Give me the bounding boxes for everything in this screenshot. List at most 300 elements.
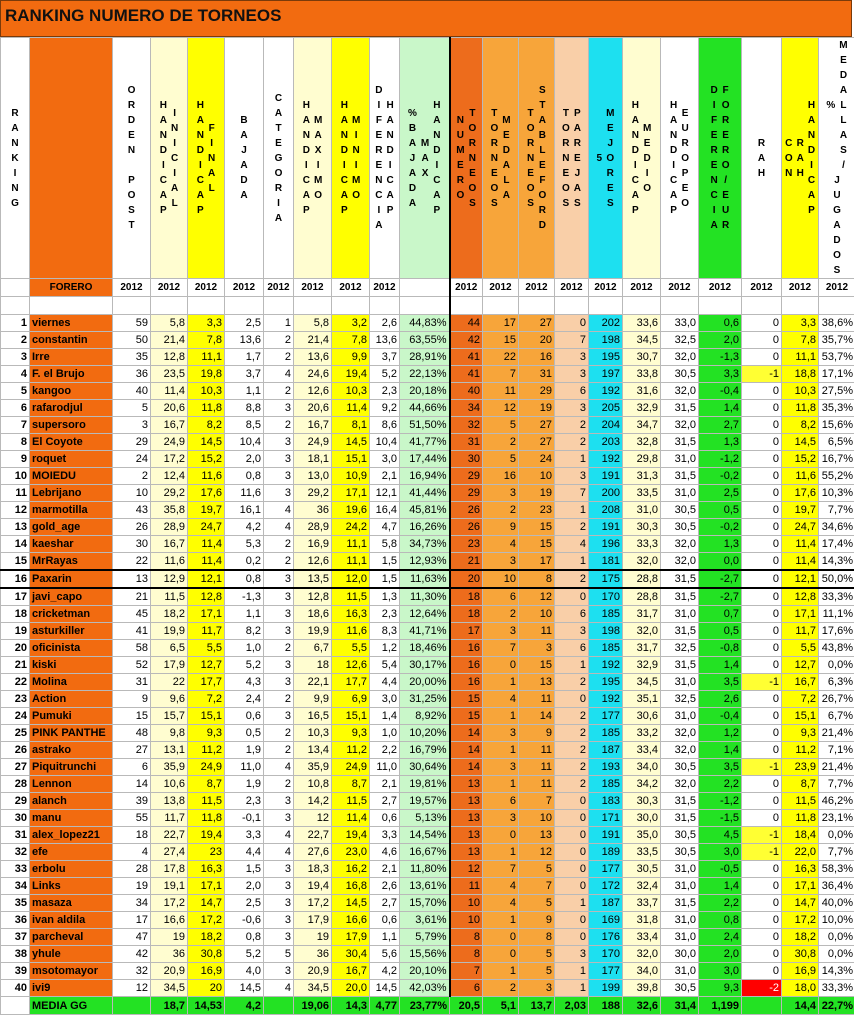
forero-name: Molina <box>30 674 113 691</box>
value-cell: 17,9 <box>151 657 188 674</box>
value-cell: 1,4 <box>699 742 742 759</box>
table-row <box>1 400 854 417</box>
value-cell: 0,6 <box>370 810 400 827</box>
blank-cell <box>30 297 113 315</box>
value-cell: 21,4% <box>819 759 854 776</box>
value-cell: 13 <box>519 827 555 844</box>
value-cell: 13 <box>113 570 151 588</box>
header-bajada <box>225 38 264 279</box>
value-cell: 2,5 <box>225 315 264 332</box>
blank-cell <box>151 297 188 315</box>
value-cell: 181 <box>589 553 623 571</box>
value-cell: 11,0 <box>370 759 400 776</box>
value-cell: 15,1 <box>782 708 819 725</box>
value-cell: 0 <box>742 793 782 810</box>
value-cell: 0 <box>742 742 782 759</box>
value-cell: 17,2 <box>294 895 332 912</box>
value-cell: 1,2 <box>370 640 400 657</box>
blank-cell <box>589 297 623 315</box>
value-cell: 19,4 <box>332 366 370 383</box>
value-cell: 18,8 <box>782 366 819 383</box>
value-cell: 0,0 <box>699 553 742 571</box>
header-text: M A X <box>421 136 429 181</box>
header-text: R A H <box>797 136 804 181</box>
value-cell: -1 <box>742 827 782 844</box>
value-cell: 198 <box>589 332 623 349</box>
value-cell: 30,5 <box>661 844 699 861</box>
value-cell: 23,5 <box>151 366 188 383</box>
value-cell: 28,8 <box>623 570 661 588</box>
value-cell: 0 <box>742 519 782 536</box>
value-cell: 2 <box>483 980 519 997</box>
value-cell: 17,9 <box>332 929 370 946</box>
value-cell: 197 <box>589 366 623 383</box>
year-cell: 2012 <box>589 279 623 297</box>
value-cell: 0,5 <box>225 725 264 742</box>
value-cell: 18,1 <box>294 451 332 468</box>
rank-cell: 18 <box>1 606 30 623</box>
table-row <box>1 895 854 912</box>
blank-cell <box>400 297 450 315</box>
value-cell: 0 <box>742 349 782 366</box>
value-cell: 14,3% <box>819 963 854 980</box>
value-cell: 5 <box>519 946 555 963</box>
value-cell: 11 <box>519 691 555 708</box>
value-cell: 2,4 <box>225 691 264 708</box>
value-cell: 19,57% <box>400 793 450 810</box>
value-cell: 1,4 <box>699 657 742 674</box>
value-cell: 9,9 <box>332 349 370 366</box>
value-cell: 18,46% <box>400 640 450 657</box>
value-cell: 10,0% <box>819 912 854 929</box>
value-cell: 16,3 <box>782 861 819 878</box>
value-cell: 32,0 <box>661 553 699 571</box>
value-cell: 0 <box>742 553 782 571</box>
footer-cell: 14,53 <box>188 997 225 1015</box>
value-cell: 0 <box>742 878 782 895</box>
value-cell: 35,0 <box>623 827 661 844</box>
value-cell: 6 <box>483 588 519 606</box>
value-cell: 14,54% <box>400 827 450 844</box>
value-cell: 11,0 <box>225 759 264 776</box>
value-cell: 11,6 <box>188 468 225 485</box>
blank-cell <box>623 297 661 315</box>
value-cell: 4,2 <box>370 963 400 980</box>
value-cell: 3 <box>483 485 519 502</box>
forero-name: manu <box>30 810 113 827</box>
value-cell: 1,3 <box>699 536 742 553</box>
value-cell: 13,1 <box>151 742 188 759</box>
value-cell: 7,8 <box>782 332 819 349</box>
value-cell: -1 <box>742 366 782 383</box>
value-cell: 34 <box>450 400 483 417</box>
value-cell: 4,5 <box>699 827 742 844</box>
value-cell: 0,0% <box>819 657 854 674</box>
year-cell: 2012 <box>225 279 264 297</box>
value-cell: 11,1 <box>188 349 225 366</box>
value-cell: 187 <box>589 742 623 759</box>
value-cell: 0 <box>742 400 782 417</box>
value-cell: 21,4 <box>294 332 332 349</box>
value-cell: 3,2 <box>332 315 370 332</box>
value-cell: 5,13% <box>400 810 450 827</box>
value-cell: 1,7 <box>225 349 264 366</box>
rank-cell: 22 <box>1 674 30 691</box>
year-cell: 2012 <box>623 279 661 297</box>
value-cell: 31 <box>450 434 483 451</box>
header-tm <box>483 38 519 279</box>
value-cell: 4 <box>264 759 294 776</box>
value-cell: 31,5 <box>661 570 699 588</box>
value-cell: 14,7 <box>782 895 819 912</box>
value-cell: 8,7 <box>332 776 370 793</box>
value-cell: 35,1 <box>623 691 661 708</box>
forero-name: ivi9 <box>30 980 113 997</box>
value-cell: 31,0 <box>661 912 699 929</box>
footer-cell: 31,4 <box>661 997 699 1015</box>
value-cell: 10,3 <box>782 383 819 400</box>
value-cell: 203 <box>589 434 623 451</box>
value-cell: 17 <box>450 623 483 640</box>
value-cell: 27 <box>519 434 555 451</box>
value-cell: 5,5 <box>332 640 370 657</box>
value-cell: 8,7 <box>782 776 819 793</box>
value-cell: 12 <box>483 400 519 417</box>
value-cell: 3 <box>264 810 294 827</box>
forero-name: efe <box>30 844 113 861</box>
table-row <box>1 691 854 708</box>
value-cell: 191 <box>589 468 623 485</box>
value-cell: 1,5 <box>370 570 400 588</box>
table-row <box>1 674 854 691</box>
value-cell: 17,1 <box>332 485 370 502</box>
value-cell: 16,7 <box>782 674 819 691</box>
value-cell: 2 <box>483 502 519 519</box>
table-row <box>1 742 854 759</box>
value-cell: 35 <box>113 349 151 366</box>
title-bar <box>0 0 852 37</box>
value-cell: 15,2 <box>782 451 819 468</box>
value-cell: 8 <box>450 929 483 946</box>
value-cell: 13,61% <box>400 878 450 895</box>
value-cell: 3,5 <box>699 759 742 776</box>
value-cell: 3 <box>264 708 294 725</box>
value-cell: 11,4 <box>151 383 188 400</box>
value-cell: 0 <box>483 657 519 674</box>
value-cell: 30,0 <box>661 946 699 963</box>
value-cell: 27,5% <box>819 383 854 400</box>
value-cell: 7 <box>483 861 519 878</box>
table-row <box>1 929 854 946</box>
value-cell: 1 <box>483 844 519 861</box>
value-cell: 26 <box>113 519 151 536</box>
value-cell: 11,4 <box>332 400 370 417</box>
value-cell: 24 <box>113 451 151 468</box>
value-cell: 17,1 <box>782 878 819 895</box>
value-cell: 6,5% <box>819 434 854 451</box>
value-cell: 17,4% <box>819 536 854 553</box>
value-cell: 12,8 <box>188 588 225 606</box>
value-cell: 31,5 <box>661 810 699 827</box>
value-cell: 12,64% <box>400 606 450 623</box>
year-cell: 2012 <box>151 279 188 297</box>
value-cell: 11 <box>519 623 555 640</box>
value-cell: 2,2 <box>699 776 742 793</box>
header-text: % <box>826 98 835 113</box>
value-cell: 3 <box>555 400 589 417</box>
value-cell: 41 <box>113 623 151 640</box>
footer-cell <box>113 997 151 1015</box>
value-cell: 7 <box>450 963 483 980</box>
value-cell: 2 <box>264 349 294 366</box>
value-cell: 1,9 <box>225 776 264 793</box>
value-cell: 2 <box>555 674 589 691</box>
value-cell: 4,0 <box>225 963 264 980</box>
value-cell: 32,0 <box>661 349 699 366</box>
value-cell: 19 <box>294 929 332 946</box>
value-cell: 0 <box>742 536 782 553</box>
header-nt <box>450 38 483 279</box>
value-cell: 33,8 <box>623 366 661 383</box>
header-text: R A N K I N G <box>11 106 19 211</box>
value-cell: 20,18% <box>400 383 450 400</box>
header-rah <box>742 38 782 279</box>
value-cell: 12,4 <box>151 468 188 485</box>
year-cell: 2012 <box>450 279 483 297</box>
value-cell: 1,3 <box>370 588 400 606</box>
year-cell: 2012 <box>819 279 854 297</box>
value-cell: 29,8 <box>623 451 661 468</box>
value-cell: 6 <box>113 759 151 776</box>
value-cell: 40,0% <box>819 895 854 912</box>
table-row <box>1 623 854 640</box>
value-cell: 3 <box>264 400 294 417</box>
value-cell: 0 <box>555 588 589 606</box>
value-cell: -0,5 <box>699 861 742 878</box>
rank-cell: 19 <box>1 623 30 640</box>
value-cell: 18,2 <box>782 929 819 946</box>
value-cell: 32,5 <box>661 332 699 349</box>
forero-name: oficinista <box>30 640 113 657</box>
blank-cell <box>483 297 519 315</box>
value-cell: 15,56% <box>400 946 450 963</box>
value-cell: 8,3 <box>370 623 400 640</box>
value-cell: 9 <box>519 912 555 929</box>
value-cell: 16,1 <box>225 502 264 519</box>
value-cell: 16,8 <box>332 878 370 895</box>
value-cell: 46,2% <box>819 793 854 810</box>
value-cell: 16,2 <box>332 861 370 878</box>
value-cell: 11,6 <box>332 623 370 640</box>
table-row <box>1 725 854 742</box>
rank-cell: 29 <box>1 793 30 810</box>
value-cell: 4,3 <box>225 674 264 691</box>
value-cell: 22,0 <box>782 844 819 861</box>
year-cell: 2012 <box>519 279 555 297</box>
value-cell: 13 <box>450 793 483 810</box>
value-cell: 2,1 <box>370 861 400 878</box>
value-cell: 8,5 <box>225 417 264 434</box>
value-cell: 23 <box>450 536 483 553</box>
table-row <box>1 588 854 606</box>
value-cell: 7,8 <box>188 332 225 349</box>
value-cell: 0 <box>742 332 782 349</box>
value-cell: 23,0 <box>332 844 370 861</box>
table-row <box>1 827 854 844</box>
value-cell: 14 <box>450 759 483 776</box>
value-cell: 31,0 <box>661 451 699 468</box>
value-cell: 0 <box>742 861 782 878</box>
value-cell: -1,2 <box>699 793 742 810</box>
value-cell: 15,7 <box>151 708 188 725</box>
footer-cell <box>1 997 30 1015</box>
value-cell: 31,3 <box>623 468 661 485</box>
value-cell: 33,0 <box>661 315 699 332</box>
value-cell: 33,5 <box>623 485 661 502</box>
value-cell: 0 <box>483 827 519 844</box>
value-cell: 0 <box>742 623 782 640</box>
value-cell: 55 <box>113 810 151 827</box>
value-cell: 2,6 <box>699 691 742 708</box>
value-cell: 3,3 <box>225 827 264 844</box>
value-cell: 32,9 <box>623 400 661 417</box>
value-cell: 18 <box>450 606 483 623</box>
value-cell: 170 <box>589 946 623 963</box>
value-cell: 30,5 <box>661 759 699 776</box>
value-cell: 17,6% <box>819 623 854 640</box>
value-cell: 13 <box>450 844 483 861</box>
value-cell: 3 <box>264 623 294 640</box>
value-cell: -1 <box>742 674 782 691</box>
value-cell: -2,7 <box>699 570 742 588</box>
value-cell: 33,3% <box>819 588 854 606</box>
value-cell: 22 <box>483 349 519 366</box>
value-cell: -2,7 <box>699 588 742 606</box>
rank-cell: 16 <box>1 570 30 588</box>
value-cell: 35,8 <box>151 502 188 519</box>
value-cell: 31,0 <box>623 502 661 519</box>
value-cell: 204 <box>589 417 623 434</box>
value-cell: 31,5 <box>661 588 699 606</box>
value-cell: 34,2 <box>623 776 661 793</box>
value-cell: 3 <box>555 468 589 485</box>
value-cell: 192 <box>589 657 623 674</box>
value-cell: 16,9 <box>782 963 819 980</box>
value-cell: 10,8 <box>294 776 332 793</box>
value-cell: 31,0 <box>661 485 699 502</box>
value-cell: 1,4 <box>370 708 400 725</box>
value-cell: 5 <box>264 946 294 963</box>
forero-name: Links <box>30 878 113 895</box>
value-cell: 30,4 <box>332 946 370 963</box>
footer-cell: 13,7 <box>519 997 555 1015</box>
value-cell: 3 <box>264 793 294 810</box>
value-cell: 12,8 <box>151 349 188 366</box>
value-cell: 11,8 <box>188 400 225 417</box>
blank-cell <box>188 297 225 315</box>
value-cell: 2 <box>264 742 294 759</box>
value-cell: 9,2 <box>370 400 400 417</box>
value-cell: 16,6 <box>332 912 370 929</box>
value-cell: 12,6 <box>294 553 332 571</box>
footer-cell: 20,5 <box>450 997 483 1015</box>
value-cell: 0 <box>742 383 782 400</box>
value-cell: 4,6 <box>370 844 400 861</box>
value-cell: 13,6 <box>370 332 400 349</box>
value-cell: -2 <box>742 980 782 997</box>
value-cell: 8,2 <box>782 417 819 434</box>
value-cell: 1,5 <box>370 553 400 571</box>
table-row <box>1 502 854 519</box>
forero-name: constantin <box>30 332 113 349</box>
value-cell: 27 <box>519 315 555 332</box>
value-cell: 8,1 <box>332 417 370 434</box>
rank-cell: 4 <box>1 366 30 383</box>
value-cell: 0 <box>555 861 589 878</box>
value-cell: 2 <box>264 776 294 793</box>
value-cell: 18 <box>294 657 332 674</box>
rank-cell: 14 <box>1 536 30 553</box>
value-cell: 16,5 <box>294 708 332 725</box>
value-cell: 16,7 <box>151 536 188 553</box>
value-cell: 13,4 <box>294 742 332 759</box>
value-cell: 0 <box>742 895 782 912</box>
value-cell: 1,1 <box>225 383 264 400</box>
value-cell: 29 <box>113 434 151 451</box>
value-cell: 1 <box>483 912 519 929</box>
value-cell: 5 <box>113 400 151 417</box>
value-cell: 24,9 <box>294 434 332 451</box>
value-cell: 7 <box>483 640 519 657</box>
blank-cell <box>819 297 854 315</box>
value-cell: 11,63% <box>400 570 450 588</box>
value-cell: 0,6 <box>370 912 400 929</box>
value-cell: 41,44% <box>400 485 450 502</box>
value-cell: 8,92% <box>400 708 450 725</box>
value-cell: 16,9 <box>188 963 225 980</box>
header-text: H A N D I C A P <box>387 98 394 218</box>
value-cell: 16,9 <box>294 536 332 553</box>
value-cell: 32,0 <box>661 536 699 553</box>
value-cell: 10 <box>519 810 555 827</box>
table-row <box>1 946 854 963</box>
value-cell: 195 <box>589 349 623 366</box>
forero-name: rafarodjul <box>30 400 113 417</box>
value-cell: 4 <box>264 980 294 997</box>
year-cell: 2012 <box>661 279 699 297</box>
value-cell: 0 <box>742 588 782 606</box>
rank-cell: 6 <box>1 400 30 417</box>
header-text: 5 <box>597 151 603 166</box>
value-cell: 31,0 <box>661 606 699 623</box>
value-cell: 52 <box>113 657 151 674</box>
value-cell: 11,1 <box>332 536 370 553</box>
value-cell: 9 <box>483 519 519 536</box>
value-cell: 31,0 <box>661 674 699 691</box>
value-cell: 28,9 <box>151 519 188 536</box>
value-cell: 35,3% <box>819 400 854 417</box>
value-cell: 6,7 <box>294 640 332 657</box>
header-pct <box>400 38 450 279</box>
value-cell: 2 <box>555 776 589 793</box>
value-cell: 5 <box>519 963 555 980</box>
value-cell: 34,5 <box>151 980 188 997</box>
blank-cell <box>742 297 782 315</box>
forero-name: erbolu <box>30 861 113 878</box>
value-cell: 30,7 <box>623 349 661 366</box>
value-cell: 18,2 <box>151 606 188 623</box>
forero-name: asturkiller <box>30 623 113 640</box>
